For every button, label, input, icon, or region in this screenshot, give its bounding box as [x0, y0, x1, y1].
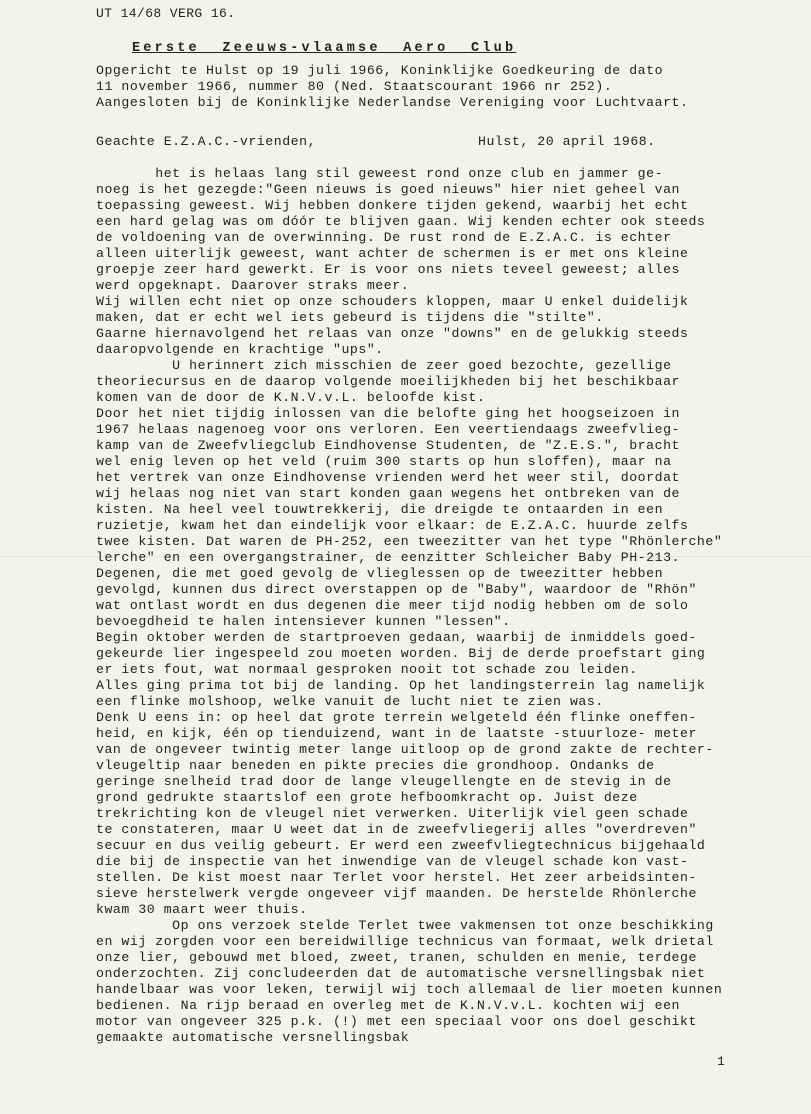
document-reference: UT 14/68 VERG 16.	[96, 6, 236, 21]
body-line: gekeurde lier ingespeeld zou moeten worden. Bij de derde proefstart ging	[96, 646, 706, 661]
body-line: noeg is het gezegde:"Geen nieuws is goed nieuws" hier niet geheel van	[96, 182, 681, 197]
body-line: Gaarne hiernavolgend het relaas van onze "downs" en de gelukkig steeds	[96, 326, 689, 341]
body-line: Degenen, die met goed gevolg de vlieglessen op de tweezitter hebben	[96, 566, 664, 581]
body-line: secuur en dus veilig gebeurt. Er werd een zweefvliegtechnicus bijgehaald	[96, 838, 706, 853]
body-line: lerche" en een overgangstrainer, de eenzitter Schleicher Baby PH-213.	[96, 550, 681, 565]
body-line: kamp van de Zweefvliegclub Eindhovense Studenten, de "Z.E.S.", bracht	[96, 438, 681, 453]
body-line: gemaakte automatische versnellingsbak	[96, 1030, 410, 1045]
body-line: grond gedrukte staartslof een grote hefboomkracht op. Juist deze	[96, 790, 638, 805]
body-line: Door het niet tijdig inlossen van die belofte ging het hoogseizoen in	[96, 406, 681, 421]
body-line: toepassing geweest. Wij hebben donkere tijden gekend, waarbij het echt	[96, 198, 689, 213]
body-line: twee kisten. Dat waren de PH-252, een tweezitter van het type "Rhönlerche"	[96, 534, 723, 549]
founding-line: Opgericht te Hulst op 19 juli 1966, Koninklijke Goedkeuring de dato	[96, 63, 664, 78]
body-line: wij helaas nog niet van start konden gaan wegens het ontbreken van de	[96, 486, 681, 501]
body-line: daaropvolgende en krachtige "ups".	[96, 342, 384, 357]
page-number: 1	[717, 1054, 725, 1069]
body-line: Op ons verzoek stelde Terlet twee vakmensen tot onze beschikking	[96, 918, 714, 933]
body-line: vleugeltip naar beneden en pikte precies die grondhoop. Ondanks de	[96, 758, 655, 773]
body-line: wel enig leven op het veld (ruim 300 starts op hun sloffen), maar na	[96, 454, 672, 469]
body-line: ruzietje, kwam het dan eindelijk voor elkaar: de E.Z.A.C. huurde zelfs	[96, 518, 689, 533]
body-line: maken, dat er echt wel iets gebeurd is tijdens die "stilte".	[96, 310, 604, 325]
body-line: groepje zeer hard gewerkt. Er is voor ons niets teveel geweest; alles	[96, 262, 681, 277]
body-line: kwam 30 maart weer thuis.	[96, 902, 308, 917]
body-line: onderzochten. Zij concludeerden dat de automatische versnellingsbak niet	[96, 966, 706, 981]
body-line: Begin oktober werden de startproeven gedaan, waarbij de inmiddels goed-	[96, 630, 697, 645]
body-line: stellen. De kist moest naar Terlet voor herstel. Het zeer arbeidsinten-	[96, 870, 697, 885]
body-line: sieve herstelwerk vergde ongeveer vijf maanden. De herstelde Rhönlerche	[96, 886, 697, 901]
body-line: 1967 helaas nagenoeg voor ons verloren. Een veertiendaags zweefvlieg-	[96, 422, 681, 437]
body-line: gevolgd, kunnen dus direct overstappen op de "Baby", waardoor de "Rhön"	[96, 582, 697, 597]
body-line: motor van ongeveer 325 p.k. (!) met een speciaal voor ons doel geschikt	[96, 1014, 697, 1029]
club-title: Eerste Zeeuws-vlaamse Aero Club	[132, 41, 517, 56]
founding-line: 11 november 1966, nummer 80 (Ned. Staatscourant 1966 nr 252).	[96, 79, 613, 94]
body-line: een flinke molshoop, welke vanuit de lucht niet te zien was.	[96, 694, 604, 709]
founding-line: Aangesloten bij de Koninklijke Nederlandse Vereniging voor Luchtvaart.	[96, 95, 689, 110]
body-line: de voldoening van de overwinning. De rust rond de E.Z.A.C. is echter	[96, 230, 672, 245]
body-line: onze lier, gebouwd met bloed, zweet, tranen, schulden en menie, terdege	[96, 950, 697, 965]
body-line: heid, en kijk, één op tienduizend, want in de laatste -stuurloze- meter	[96, 726, 697, 741]
body-line: er iets fout, wat normaal gesproken nooit tot schade zou leiden.	[96, 662, 638, 677]
body-line: het is helaas lang stil geweest rond onze club en jammer ge-	[96, 166, 664, 181]
body-line: werd opgeknapt. Daarover straks meer.	[96, 278, 410, 293]
body-line: geringe snelheid trad door de lange vleugellengte en de stevig in de	[96, 774, 672, 789]
body-line: theoriecursus en de daarop volgende moeilijkheden bij het beschikbaar	[96, 374, 681, 389]
body-line: Denk U eens in: op heel dat grote terrein welgeteld één flinke oneffen-	[96, 710, 697, 725]
body-line: het vertrek van onze Eindhovense vrienden werd het weer stil, doordat	[96, 470, 681, 485]
body-line: die bij de inspectie van het inwendige van de vleugel schade kon vast-	[96, 854, 689, 869]
body-line: een hard gelag was om dóór te blijven gaan. Wij kenden echter ook steeds	[96, 214, 706, 229]
body-line: van de ongeveer twintig meter lange uitloop op de grond zakte de rechter-	[96, 742, 714, 757]
body-line: bedienen. Na rijp beraad en overleg met de K.N.V.v.L. kochten wij een	[96, 998, 681, 1013]
body-line: kisten. Na heel veel touwtrekkerij, die dreigde te ontaarden in een	[96, 502, 664, 517]
body-line: handelbaar was voor leken, terwijl wij toch allemaal de lier moeten kunnen	[96, 982, 723, 997]
body-line: en wij zorgden voor een bereidwillige technicus van formaat, welk drietal	[96, 934, 714, 949]
body-line: alleen uiterlijk geweest, want achter de schermen is er met ons kleine	[96, 246, 689, 261]
place-date: Hulst, 20 april 1968.	[478, 134, 656, 149]
body-line: U herinnert zich misschien de zeer goed bezochte, gezellige	[96, 358, 672, 373]
body-line: Wij willen echt niet op onze schouders kloppen, maar U enkel duidelijk	[96, 294, 689, 309]
body-line: te constateren, maar U weet dat in de zweefvliegerij alles "overdreven"	[96, 822, 697, 837]
body-line: bevoegdheid te halen intensiever kunnen "lessen".	[96, 614, 511, 629]
body-line: wat ontlast wordt en dus degenen die meer tijd nodig hebben om de solo	[96, 598, 689, 613]
salutation: Geachte E.Z.A.C.-vrienden,	[96, 134, 317, 149]
body-line: komen van de door de K.N.V.v.L. beloofde kist.	[96, 390, 486, 405]
body-line: Alles ging prima tot bij de landing. Op het landingsterrein lag namelijk	[96, 678, 706, 693]
body-line: trekrichting kon de vleugel niet verwerken. Uiterlijk viel geen schade	[96, 806, 689, 821]
